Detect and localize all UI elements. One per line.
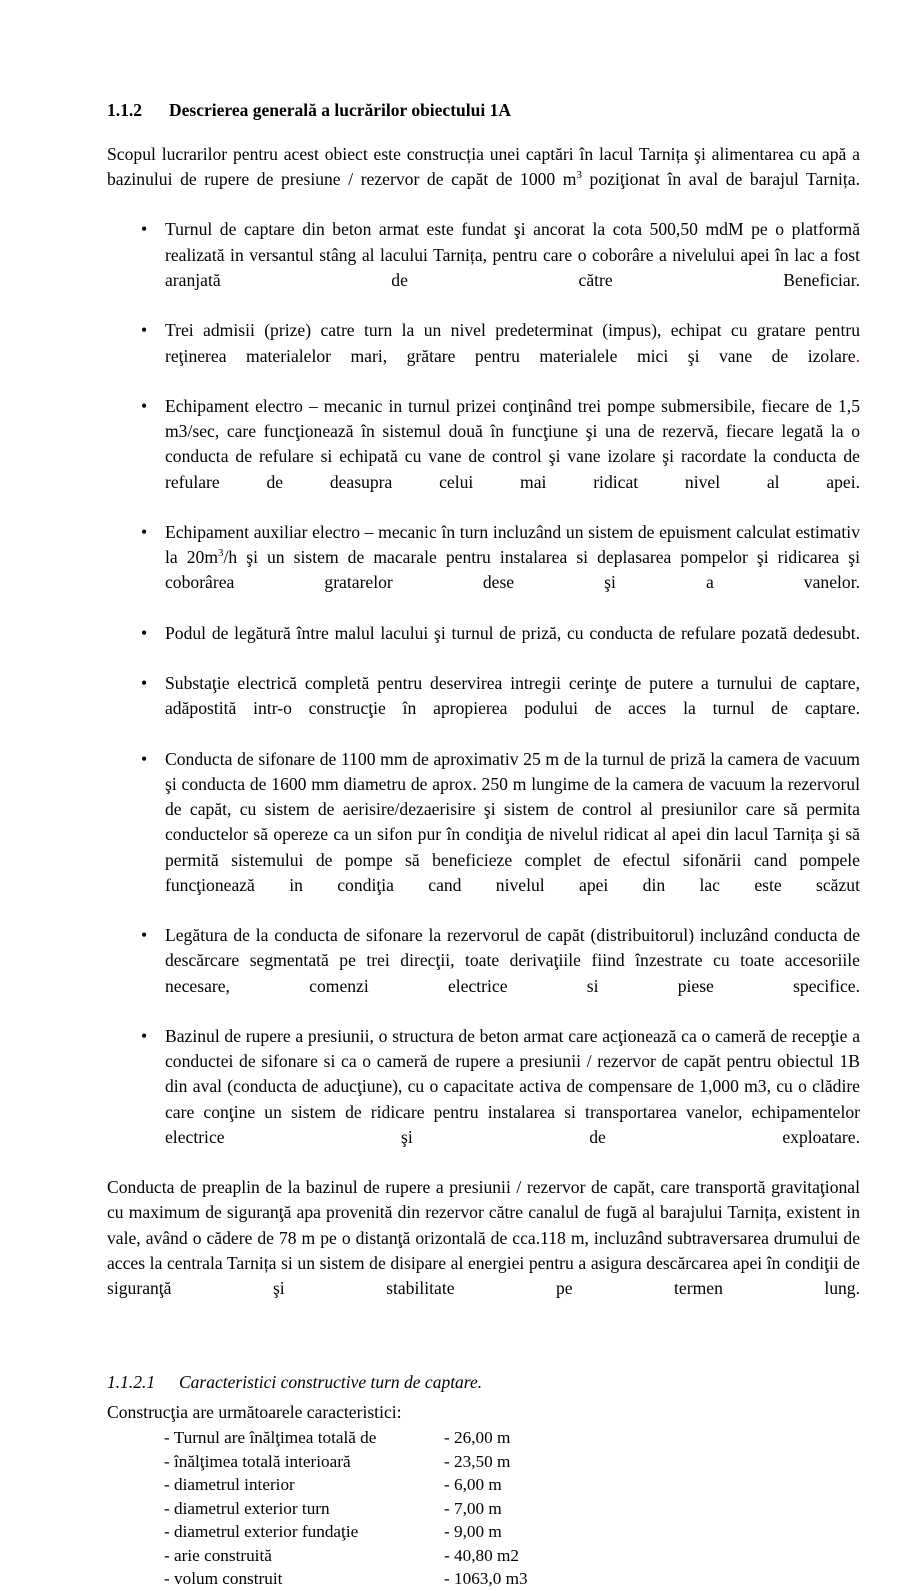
bullet-marker-icon: • [141, 748, 148, 769]
bullet-marker-icon: • [141, 673, 148, 694]
subsection-heading-number: 1.1.2.1 [107, 1372, 156, 1393]
characteristic-value: - 1063,0 m3 [444, 1569, 528, 1589]
bullet-marker-icon: • [141, 622, 148, 643]
list-item-text: Bazinul de rupere a presiunii, o structura de beton armat care acţionează ca o cameră de recepţie a conductei de sifonare si ca o cameră de rupere a presiunii / rezervor de capăt pentru obiectul 1B din aval (conducta de aducţiune), cu o capacitate activa de compensare de 1,000 m3, cu o clădire care conţine un sistem de ridicare pentru instalarea si transportarea vanelor, echipamentelor electrice şi de exploatare. [165, 1025, 860, 1147]
list-item-text: Conducta de sifonare de 1100 mm de aproximativ 25 m de la turnul de priză la camera de vacuum şi conducta de 1600 mm diametru de aprox. 250 m lungime de la camera de vacuum la rezervorul de capăt, cu sistem de aerisire/dezaerisire şi sistem de control al presiunilor care să permita conductelor să opereze ca un sifon pur în condiţia de nivelul ridicat al apei din lacul Tarnița şi să permită sistemului de pompe să beneficieze complet de efectul sifonării cand pompele funcţionează in condiţia cand nivelul apei din lac este scăzut [165, 748, 860, 895]
list-item-text: Trei admisii (prize) catre turn la un nivel predeterminat (impus), echipat cu gratare pentru reţinerea materialelor mari, grătare pentru materialele mici şi vane de izolare. [165, 320, 860, 366]
page-content [107, 100, 860, 1591]
list-item-text-auxiliary: Echipament auxiliar electro – mecanic în turn incluzând un sistem de epuisment calculat estimativ la $20m^3/h$ şi un sistem de macarale pentru instalarea si deplasarea pompelor şi ridicarea şi coborârea gratarelor dese şi a vanelor. [165, 521, 860, 593]
lead-paragraph-part2: poziţionat în aval de barajul Tarnița. [581, 169, 860, 190]
section-heading [107, 100, 860, 122]
subsection-heading-text: Caracteristici constructive turn de captare. [179, 1372, 483, 1393]
list-item-text: Podul de legătură între malul lacului şi turnul de priză, cu conducta de refulare pozată dedesubt. [165, 622, 860, 643]
characteristic-label: - diametrul exterior fundaţie [164, 1522, 359, 1542]
accent-period: . [855, 345, 860, 366]
characteristic-value: - 6,00 m [444, 1475, 502, 1495]
characteristic-value: - 7,00 m [444, 1498, 502, 1518]
table-row [164, 1544, 528, 1568]
characteristic-label: - Turnul are înălţimea totală de [164, 1428, 377, 1448]
tail-paragraph: Conducta de preaplin de la bazinul de rupere a presiunii / rezervor de capăt, care transportă gravitaţional cu maximum de siguranţă apa provenită din rezervor către canalul de fugă al barajului Tarnița, existent in vale, având o cădere de 78 m pe o distanţă orizontală de cca.118 m, incluzând subtraversarea drumului de acces la centrala Tarnița si un sistem de disipare al energiei pentru a asigura descărcarea apei în condiţii de siguranţă şi stabilitate pe termen lung. [107, 1177, 860, 1299]
list-item [107, 747, 860, 923]
list-item-text: Turnul de captare din beton armat este fundat şi ancorat la cota 500,50 mdM pe o platformă realizată in versantul stâng al lacului Tarnița, pentru care o coborâre a nivelului apei în lac a fost aranjată de către Beneficiar. [165, 219, 860, 290]
table-row [164, 1426, 528, 1450]
characteristics-intro: Construcţia are următoarele caracteristici: [107, 1402, 402, 1423]
bullet-marker-icon: • [141, 395, 148, 416]
characteristic-value: - 26,00 m [444, 1428, 511, 1448]
characteristic-label: - înălţimea totală interioară [164, 1451, 351, 1471]
list-item-text: Substaţie electrică completă pentru deservirea intregii cerinţe de putere a turnului de captare, adăpostită intr-o construcţie în apropierea podului de acces la turnul de captare. [165, 673, 860, 719]
characteristic-value: - 40,80 m2 [444, 1545, 519, 1565]
table-row [164, 1450, 528, 1474]
characteristic-label: - diametrul exterior turn [164, 1498, 330, 1518]
table-row [164, 1567, 528, 1591]
characteristic-label: - volum construit [164, 1569, 283, 1589]
section-heading-text: Descrierea generală a lucrărilor obiectului 1A [169, 100, 511, 120]
lead-paragraph-superscript: 3 [576, 169, 582, 182]
list-item-text: Echipament electro – mecanic in turnul prizei conţinând trei pompe submersibile, fiecare de 1,5 m3/sec, care funcţionează în sistemul două în funcţiune şi una de rezervă, fiecare legată la o conducta de refulare si echipată cu vane de control şi vane izolare şi racordate la conducta de refulare de deasupra celui mai ridicat nivel al apei. [165, 395, 860, 492]
list-item [107, 671, 860, 747]
list-item [107, 318, 860, 394]
superscript-three: 3 [218, 547, 224, 560]
list-item [107, 621, 860, 671]
table-row [164, 1473, 528, 1497]
section-heading-number: 1.1.2 [107, 100, 142, 120]
lead-paragraph [107, 142, 860, 218]
characteristic-value: - 9,00 m [444, 1522, 502, 1542]
bullet-marker-icon: • [141, 219, 148, 240]
list-item [107, 923, 860, 1024]
characteristics-table-body [164, 1426, 528, 1591]
subsection-heading [107, 1372, 860, 1394]
table-row [164, 1497, 528, 1521]
list-item [107, 217, 860, 318]
characteristic-label: - diametrul interior [164, 1475, 295, 1495]
lead-paragraph-part1: Scopul lucrarilor pentru acest obiect este construcția unei captări în lacul Tarnița şi alimentarea cu apă a bazinului de rupere de presiune / rezervor de capăt de 1000 m [107, 143, 860, 190]
characteristic-value: - 23,50 m [444, 1451, 511, 1471]
bullet-marker-icon: • [141, 925, 148, 946]
bullet-marker-icon: • [141, 1025, 148, 1046]
list-item [107, 394, 860, 520]
list-item [107, 1024, 860, 1175]
list-item-auxiliary-equipment [107, 520, 860, 621]
works-bullet-list [107, 217, 860, 1175]
bullet-marker-icon: • [141, 521, 148, 542]
list-item-text: Legătura de la conducta de sifonare la rezervorul de capăt (distribuitorul) incluzând conducta de descărcare segmentată pe trei direcţii, toate derivaţiile fiind înzestrate cu toate accesoriile necesare, comenzi electrice si piese specifice. [165, 925, 860, 996]
characteristic-label: - arie construită [164, 1545, 272, 1565]
table-row [164, 1520, 528, 1544]
characteristics-table [164, 1426, 528, 1591]
bullet-marker-icon: • [141, 320, 148, 341]
